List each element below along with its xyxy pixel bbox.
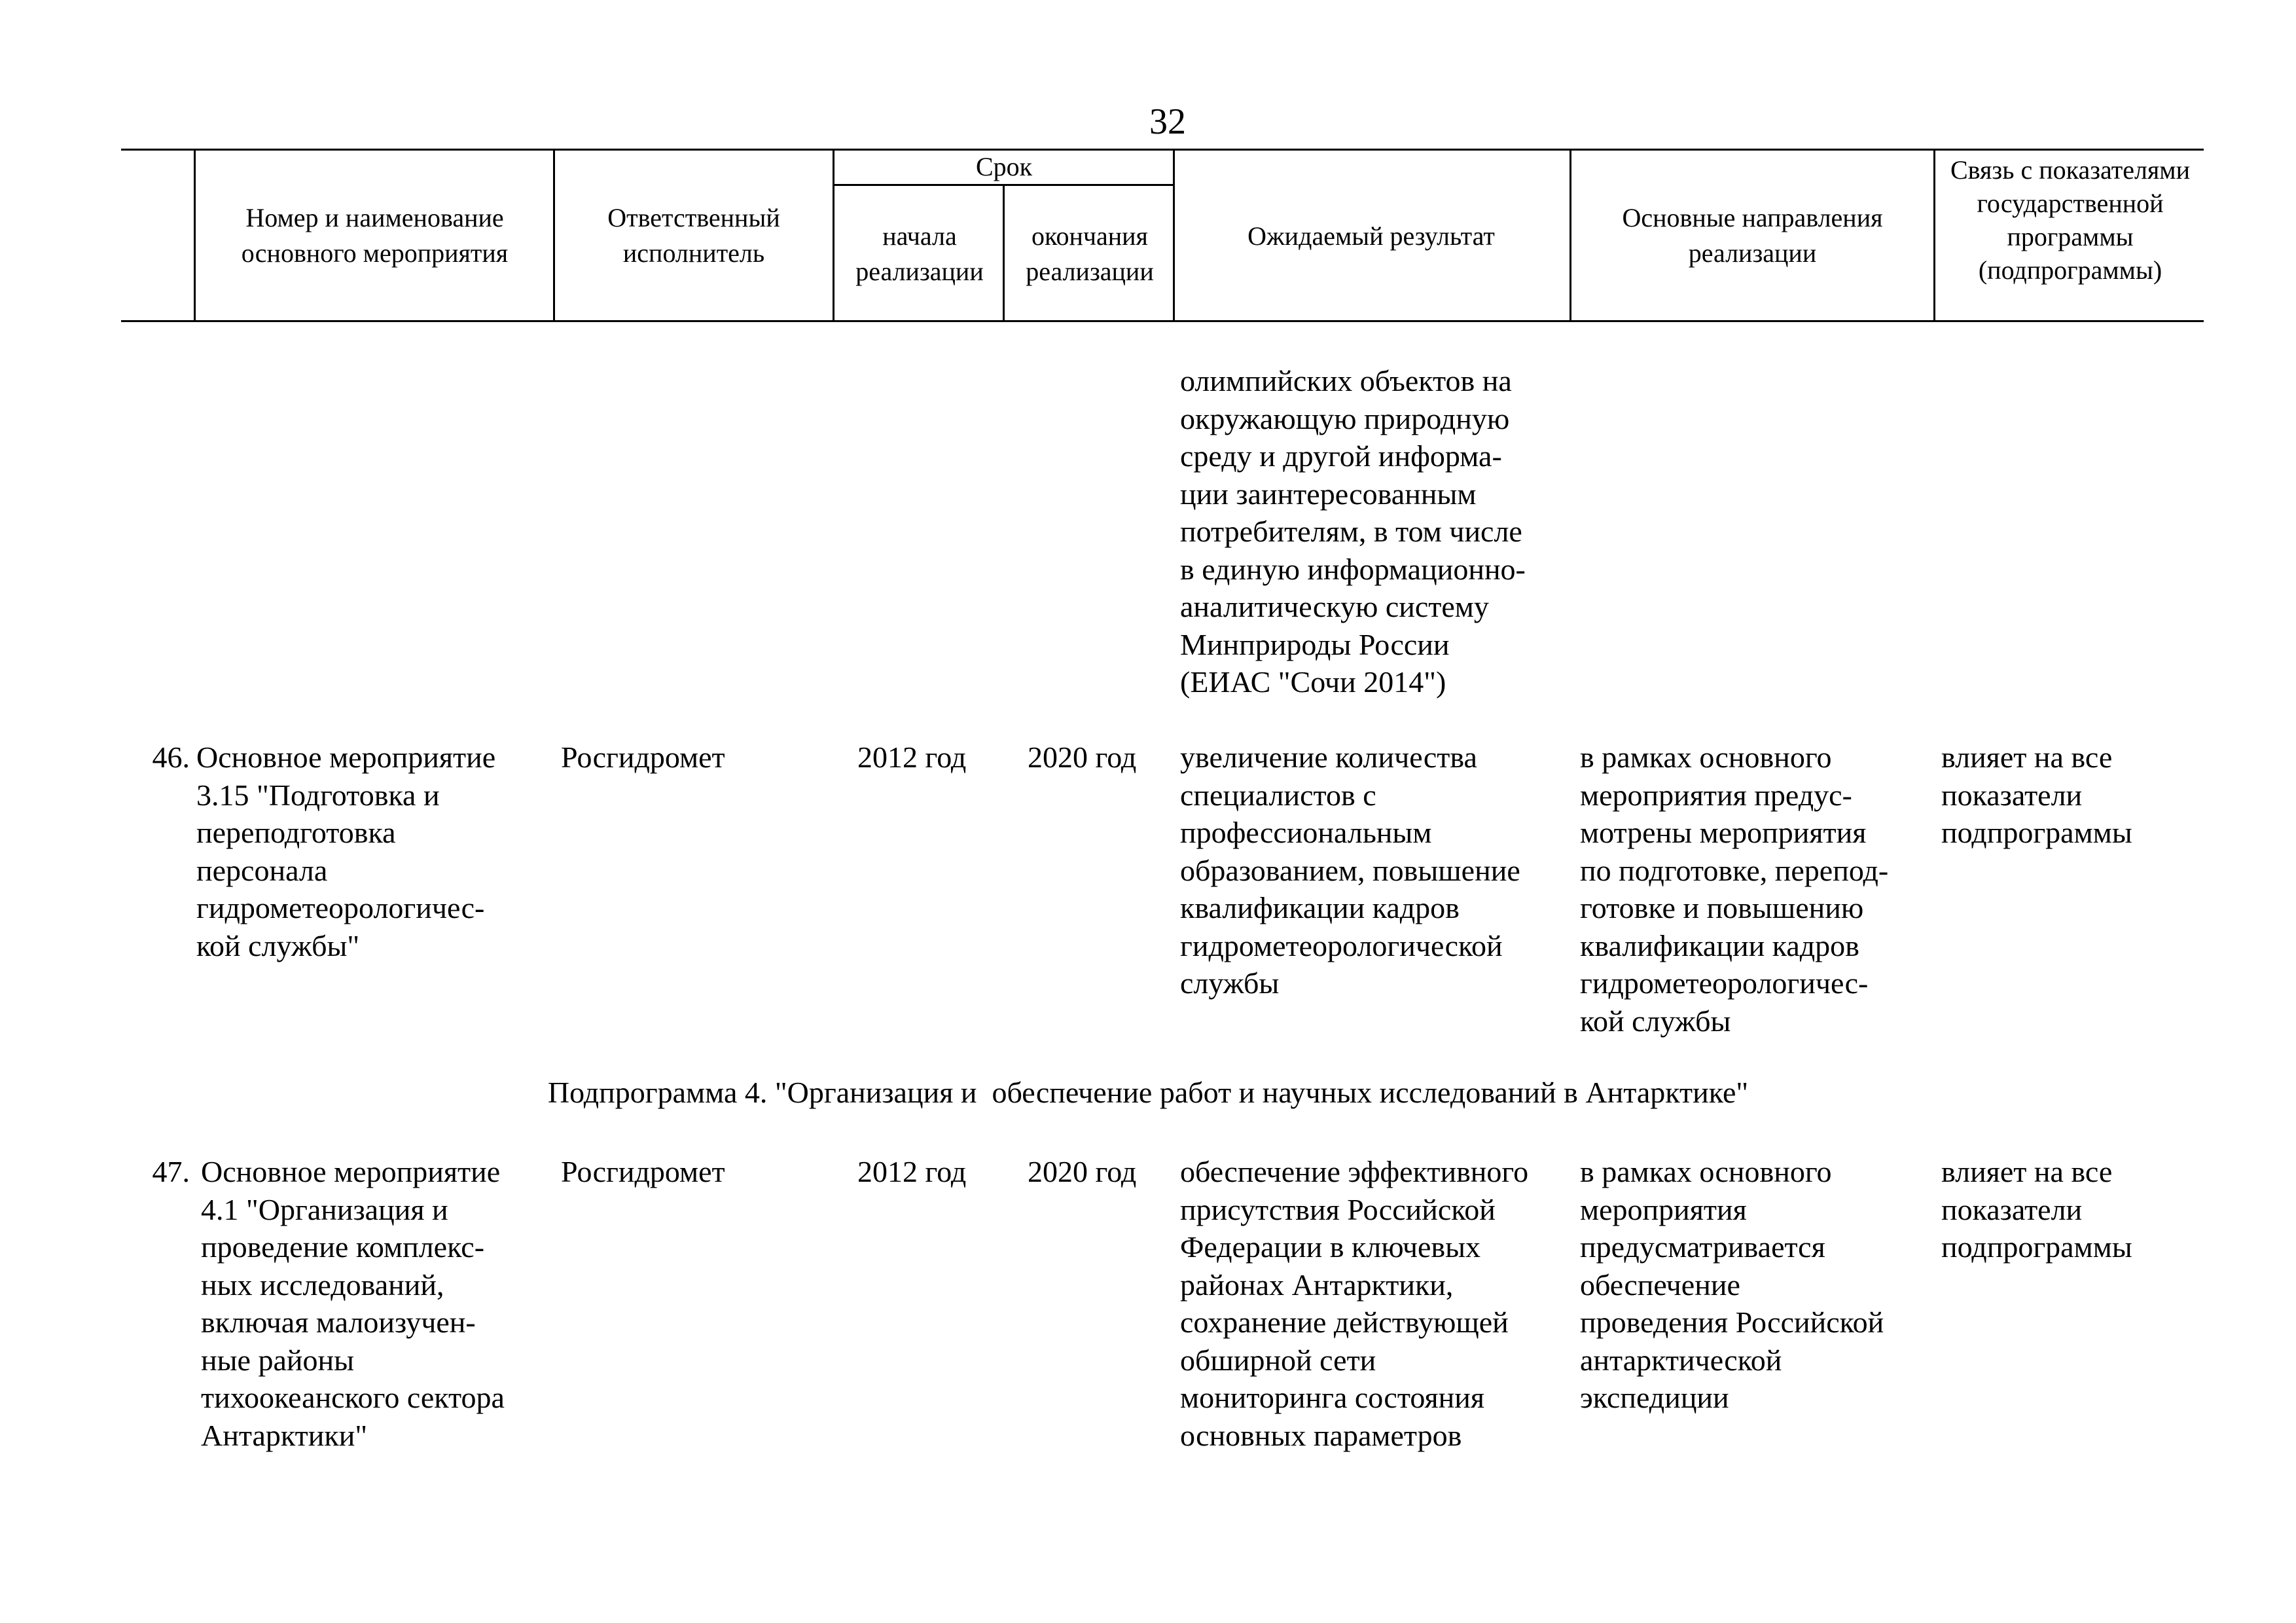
row-name: Основное мероприятие 4.1 "Организация и проведение комплекс- ных исследований, включая малоизучен- ные районы тихоокеанского сектора Антарктики" — [201, 1155, 505, 1452]
row-end: 2020 год — [1028, 1155, 1137, 1188]
column-divider — [553, 150, 555, 321]
row-start: 2012 год — [857, 1155, 967, 1188]
row-link: влияет на все показатели подпрограммы — [1941, 1155, 2132, 1264]
header-end: окончания реализации — [1026, 221, 1154, 286]
table-header-bottom-rule — [121, 320, 2204, 322]
subprogram-heading: Подпрограмма 4. "Организация и обеспечение работ и научных исследований в Антарктике" — [547, 1076, 1749, 1109]
header-result: Ожидаемый результат — [1247, 221, 1495, 251]
row-number: 47. — [152, 1155, 190, 1188]
header-start: начала реализации — [855, 221, 984, 286]
column-divider — [1003, 185, 1005, 321]
row-result: обеспечение эффективного присутствия Российской Федерации в ключевых районах Антарктики, сохранение действующей обширной сети мониторинга состояния основных параметров — [1180, 1155, 1529, 1452]
row-link: влияет на все показатели подпрограммы — [1941, 740, 2132, 849]
header-directions: Основные направления реализации — [1622, 203, 1883, 268]
header-num-name: Номер и наименование основного мероприятия — [241, 203, 509, 268]
row-end: 2020 год — [1028, 740, 1137, 774]
column-divider — [1933, 150, 1935, 321]
row-name: Основное мероприятие 3.15 "Подготовка и переподготовка персонала гидрометеорологичес- кой службы" — [196, 740, 496, 962]
row-executor: Росгидромет — [561, 1155, 725, 1188]
column-divider — [1570, 150, 1571, 321]
row-directions: в рамках основного мероприятия предусматривается обеспечение проведения Российской антарктической экспедиции — [1580, 1155, 1884, 1414]
row-start: 2012 год — [857, 740, 967, 774]
column-divider — [1173, 150, 1175, 321]
page-number: 32 — [1149, 101, 1186, 142]
column-divider — [833, 150, 834, 321]
row-result: увеличение количества специалистов с профессиональным образованием, повышение квалификации кадров гидрометеорологической службы — [1180, 740, 1520, 1000]
row-executor: Росгидромет — [561, 740, 725, 774]
row-directions: в рамках основного мероприятия предус- мотрены мероприятия по подготовке, перепод- готовке и повышению квалификации кадров гидрометеорологичес- кой службы — [1580, 740, 1889, 1038]
header-term: Срок — [975, 152, 1033, 181]
continued-result-text: олимпийских объектов на окружающую природную среду и другой информа- ции заинтересованным потребителям, в том числе в единую информационно- аналитическую систему Минприроды России (ЕИАС "Сочи 2014") — [1180, 364, 1526, 699]
header-executor: Ответственный исполнитель — [607, 203, 780, 268]
header-link: Связь с показателями государственной программы (подпрограммы) — [1950, 155, 2191, 285]
row-number: 46. — [152, 740, 190, 774]
column-divider — [194, 150, 196, 321]
